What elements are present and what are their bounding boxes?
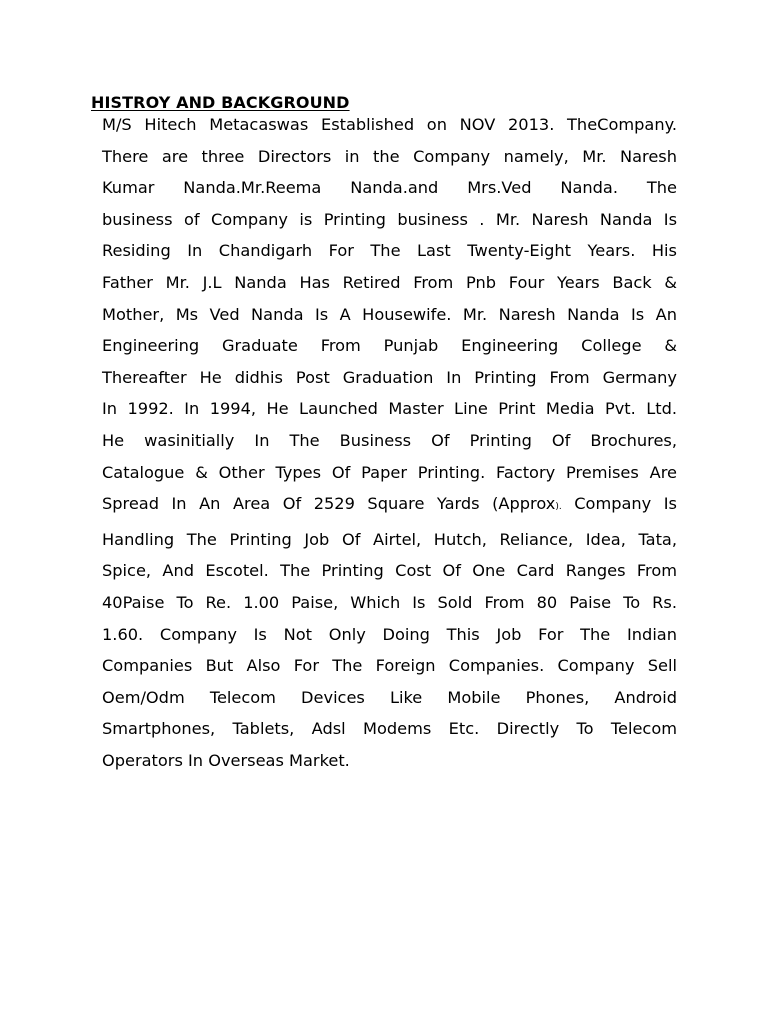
paragraph-line: 1.60. Company Is Not Only Doing This Job For The Indian [102, 624, 677, 644]
paragraph-line: M/S Hitech Metacaswas Established on NOV 2013. TheCompany. [102, 115, 677, 134]
paragraph-line: business of Company is Printing business . Mr. Naresh Nanda Is [102, 209, 677, 229]
paragraph-line: Oem/Odm Telecom Devices Like Mobile Phones, Android [102, 687, 677, 707]
paragraph-line: Catalogue & Other Types Of Paper Printing. Factory Premises Are [102, 462, 677, 482]
small-punctuation: ). [555, 502, 562, 513]
line-text: Spread In An Area Of 2529 Square Yards (Approx [102, 494, 556, 514]
paragraph-line: Mother, Ms Ved Nanda Is A Housewife. Mr. Naresh Nanda Is An [102, 304, 677, 324]
paragraph-line: He wasinitially In The Business Of Printing Of Brochures, [102, 430, 677, 450]
paragraph-line: Handling The Printing Job Of Airtel, Hutch, Reliance, Idea, Tata, [102, 529, 677, 549]
paragraph-line: Father Mr. J.L Nanda Has Retired From Pnb Four Years Back & [102, 272, 677, 292]
paragraph-line: Companies But Also For The Foreign Companies. Company Sell [102, 656, 677, 676]
paragraph-line: Smartphones, Tablets, Adsl Modems Etc. Directly To Telecom [102, 719, 677, 739]
paragraph-line: There are three Directors in the Company namely, Mr. Naresh [102, 146, 677, 166]
body-paragraph [102, 109, 677, 776]
paragraph-line: Operators In Overseas Market. [102, 750, 350, 770]
paragraph-line: 40Paise To Re. 1.00 Paise, Which Is Sold From 80 Paise To Rs. [102, 592, 677, 612]
paragraph-line: Engineering Graduate From Punjab Engineering College & [102, 336, 677, 356]
line-text: Company Is [561, 494, 677, 514]
paragraph-line [102, 488, 677, 524]
paragraph-line: Kumar Nanda.Mr.Reema Nanda.and Mrs.Ved Nanda. The [102, 178, 677, 198]
section-heading: HISTROY AND BACKGROUND [91, 93, 350, 112]
paragraph-line: Residing In Chandigarh For The Last Twenty-Eight Years. His [102, 241, 677, 261]
paragraph-line: In 1992. In 1994, He Launched Master Line Print Media Pvt. Ltd. [102, 399, 677, 419]
paragraph-line: Spice, And Escotel. The Printing Cost Of One Card Ranges From [102, 561, 677, 581]
paragraph-line: Thereafter He didhis Post Graduation In Printing From Germany [102, 367, 677, 387]
